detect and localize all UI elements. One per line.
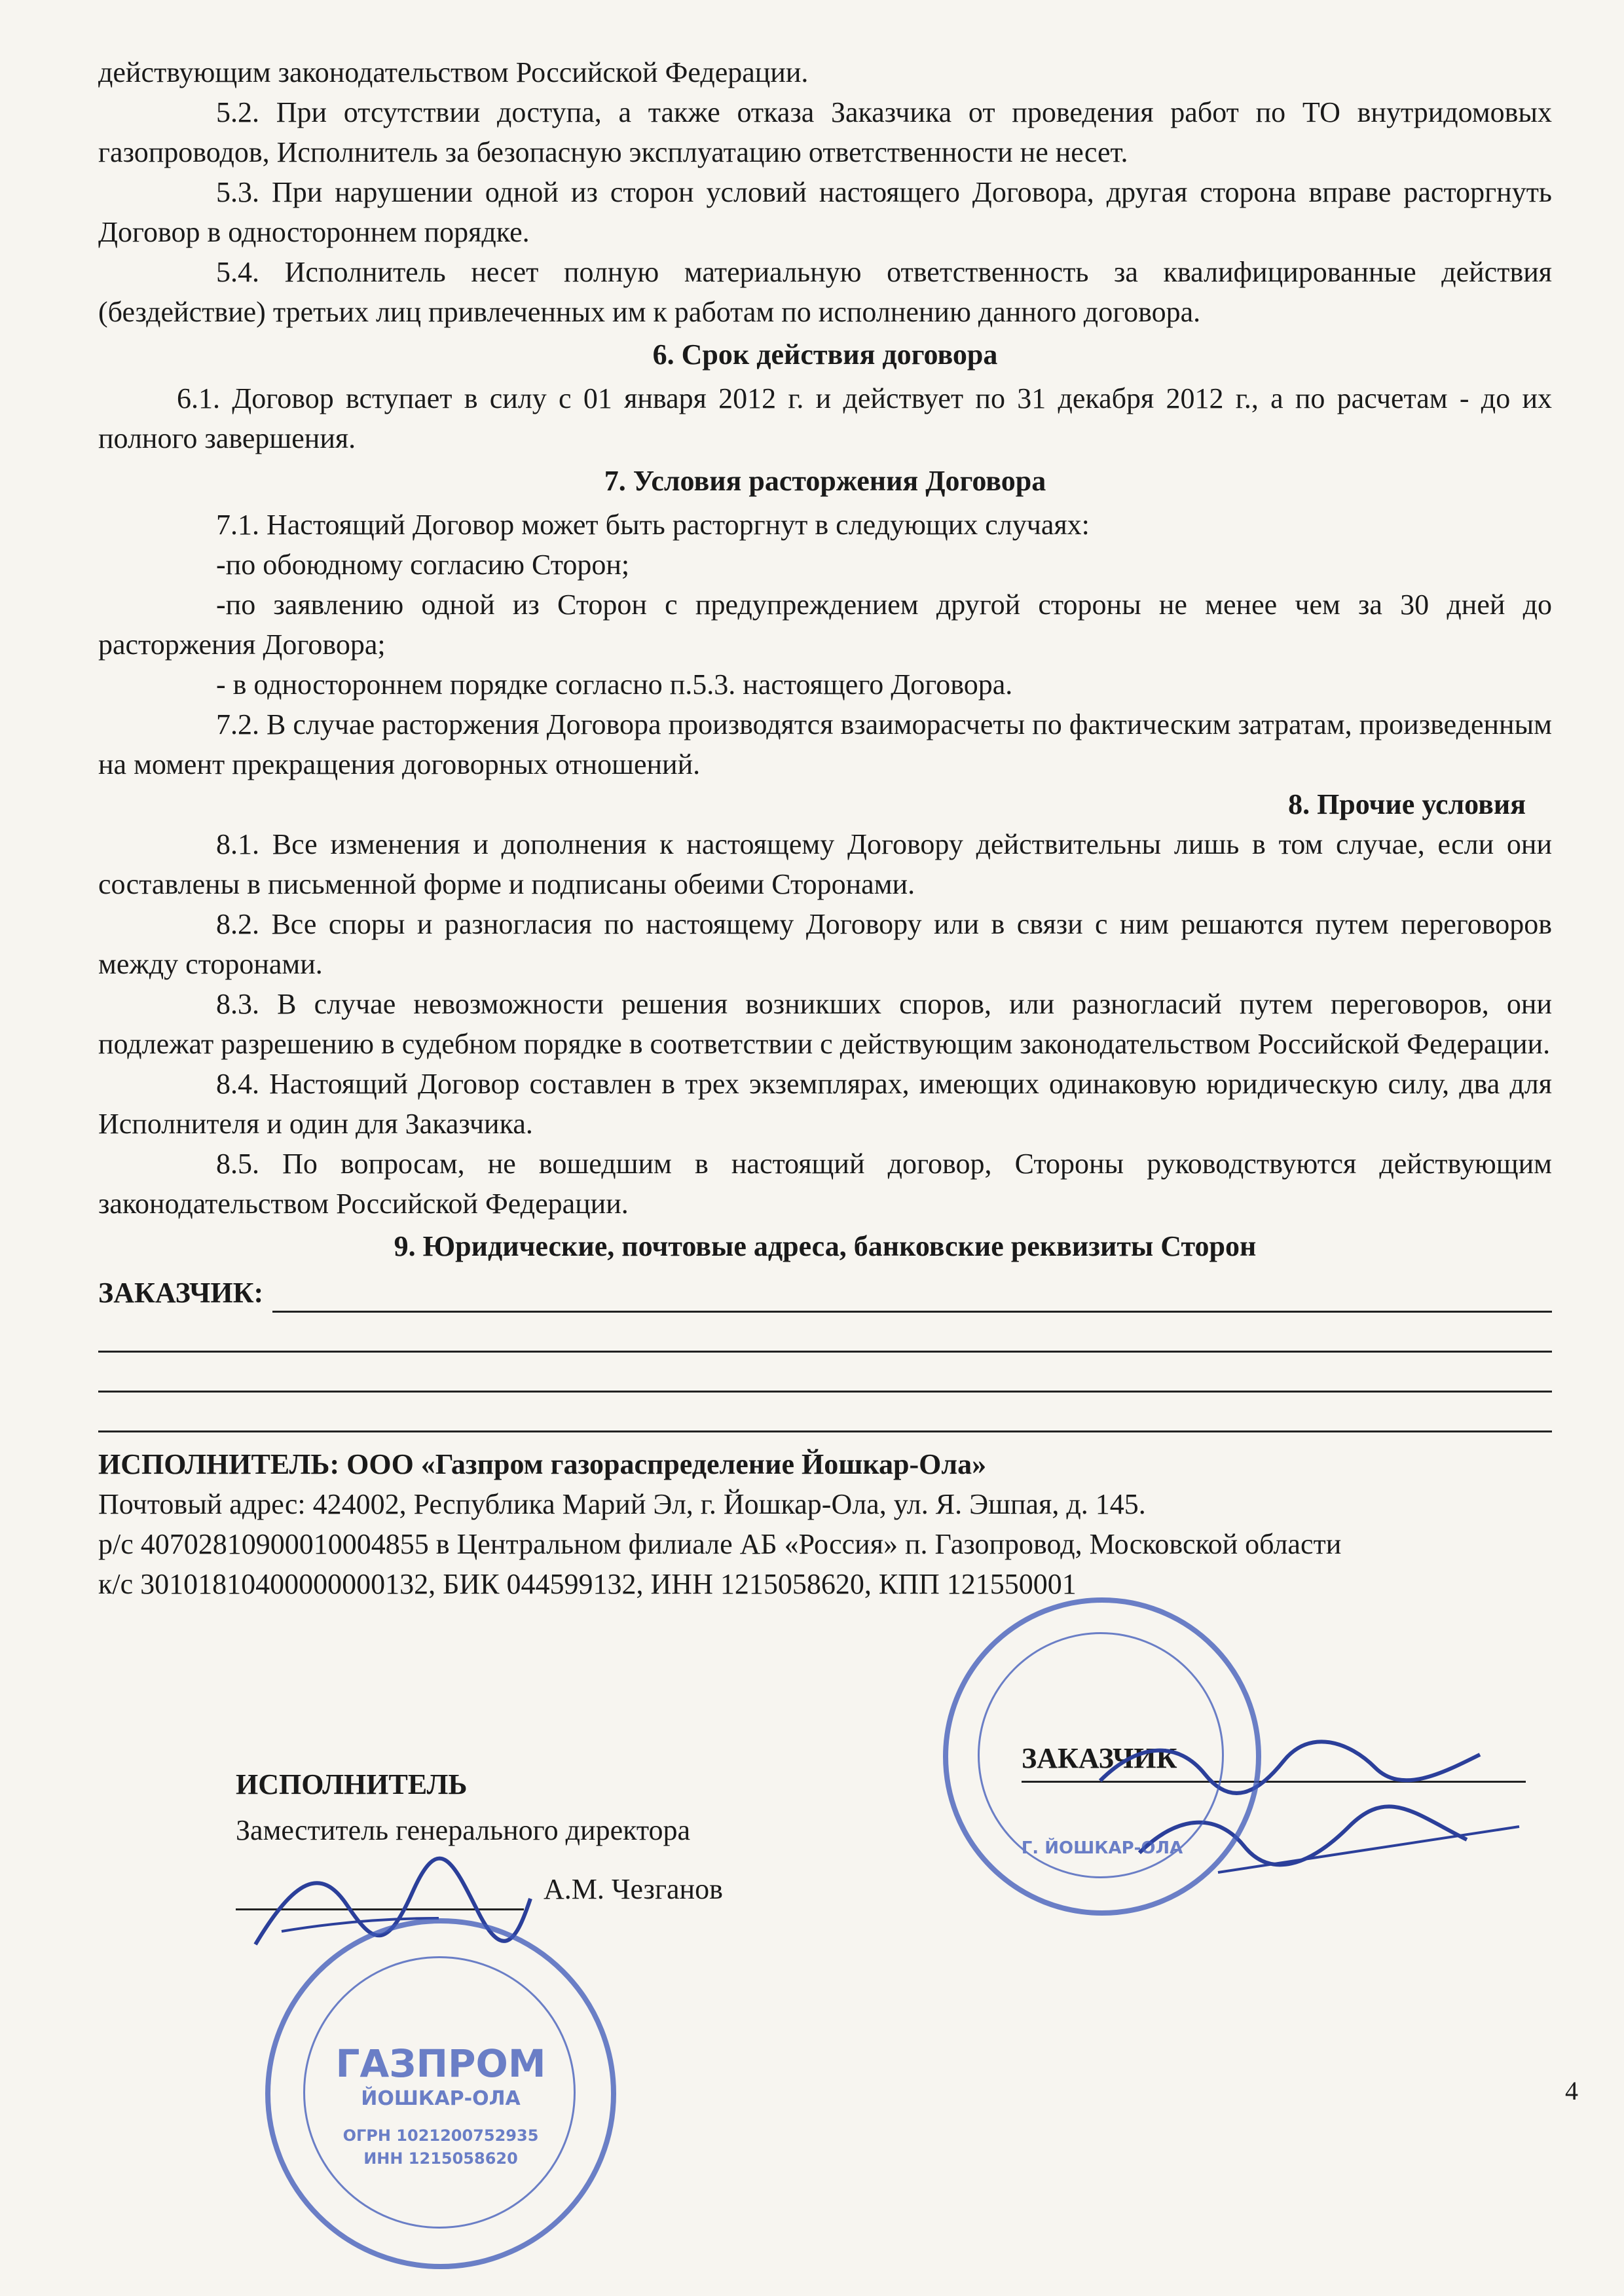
blank-line-1 — [98, 1313, 1552, 1353]
executor-position: Заместитель генерального директора — [236, 1814, 691, 1846]
section-8-title: 8. Прочие условия — [1288, 788, 1526, 820]
customer-label: ЗАКАЗЧИК: — [98, 1277, 264, 1309]
paragraph-8-1: 8.1. Все изменения и дополнения к настоящему Договору действительны лишь в том случае, если они составлены в письменной форме и подписаны обеими Сторонами. — [98, 828, 1552, 900]
paragraph-8-3: 8.3. В случае невозможности решения возникших споров, или разногласий путем переговоров, они подлежат разрешению в судебном порядке в соответствии с действующим законодательством Российской Федерации. — [98, 988, 1552, 1060]
paragraph-6-1: 6.1. Договор вступает в силу с 01 января 2012 г. и действует по 31 декабря 2012 г., а по расчетам - до их полного завершения. — [98, 382, 1552, 454]
executor-name: А.М. Чезганов — [544, 1873, 723, 1905]
paragraph-8-5: 8.5. По вопросам, не вошедшим в настоящий договор, Стороны руководствуются действующим законодательством Российской Федерации. — [98, 1148, 1552, 1220]
executor-stamp-inn: ИНН 1215058620 — [363, 2149, 518, 2168]
paragraph-8-2: 8.2. Все споры и разногласия по настоящему Договору или в связи с ним решаются путем переговоров между сторонами. — [98, 908, 1552, 980]
executor-bank: к/с 30101810400000000132, БИК 044599132, ИНН 1215058620, КПП 121550001 — [98, 1568, 1077, 1600]
customer-title: ЗАКАЗЧИК — [1022, 1742, 1177, 1774]
executor-postal: Почтовый адрес: 424002, Республика Марий Эл, г. Йошкар-Ола, ул. Я. Эшпая, д. 145. — [98, 1488, 1146, 1520]
section-7-title: 7. Условия расторжения Договора — [604, 465, 1046, 497]
paragraph-8-4: 8.4. Настоящий Договор составлен в трех экземплярах, имеющих одинаковую юридическую силу, два для Исполнителя и один для Заказчика. — [98, 1068, 1552, 1140]
executor-title: ИСПОЛНИТЕЛЬ — [236, 1768, 468, 1800]
paragraph-7-1: 7.1. Настоящий Договор может быть расторгнут в следующих случаях: — [216, 509, 1090, 541]
customer-stamp — [943, 1597, 1261, 1916]
page-number: 4 — [1565, 2076, 1578, 2105]
executor-account: р/с 40702810900010004855 в Центральном филиале АБ «Россия» п. Газопровод, Московской области — [98, 1528, 1342, 1560]
section-9-title: 9. Юридические, почтовые адреса, банковские реквизиты Сторон — [394, 1230, 1257, 1262]
document-body — [98, 52, 1552, 1604]
paragraph-7-1-a: -по обоюдному согласию Сторон; — [216, 549, 630, 581]
executor-stamp-city: ЙОШКАР-ОЛА — [361, 2087, 521, 2110]
section-6-title: 6. Срок действия договора — [652, 338, 998, 371]
customer-stamp-city: Г. ЙОШКАР-ОЛА — [1021, 1838, 1183, 1858]
customer-blank-line — [272, 1278, 1552, 1313]
paragraph-7-2: 7.2. В случае расторжения Договора производятся взаиморасчеты по фактическим затратам, произведенным на момент прекращения договорных отношений. — [98, 708, 1552, 780]
paragraph-5-3: 5.3. При нарушении одной из сторон условий настоящего Договора, другая сторона вправе расторгнуть Договор в одностороннем порядке. — [98, 176, 1552, 248]
paragraph-7-1-b: -по заявлению одной из Сторон с предупреждением другой стороны не менее чем за 30 дней до расторжения Договора; — [98, 589, 1552, 661]
paragraph-5-2: 5.2. При отсутствии доступа, а также отказа Заказчика от проведения работ по ТО внутридомовых газопроводов, Исполнитель за безопасную эксплуатацию ответственности не несет. — [98, 96, 1552, 168]
blank-line-2 — [98, 1353, 1552, 1393]
executor-stamp — [265, 1918, 616, 2269]
executor-stamp-logo-text: ГАЗПРОМ — [335, 2041, 546, 2086]
executor-line: ИСПОЛНИТЕЛЬ: ООО «Газпром газораспределение Йошкар-Ола» — [98, 1448, 987, 1480]
customer-line — [98, 1273, 1552, 1313]
paragraph-continuation: действующим законодательством Российской Федерации. — [98, 56, 809, 88]
executor-stamp-ogrn: ОГРН 1021200752935 — [342, 2126, 539, 2145]
paragraph-5-4: 5.4. Исполнитель несет полную материальную ответственность за квалифицированные действия (бездействие) третьих лиц привлеченных им к работам по исполнению данного договора. — [98, 256, 1552, 328]
blank-line-3 — [98, 1393, 1552, 1432]
paragraph-7-1-c: - в одностороннем порядке согласно п.5.3. настоящего Договора. — [216, 668, 1013, 701]
